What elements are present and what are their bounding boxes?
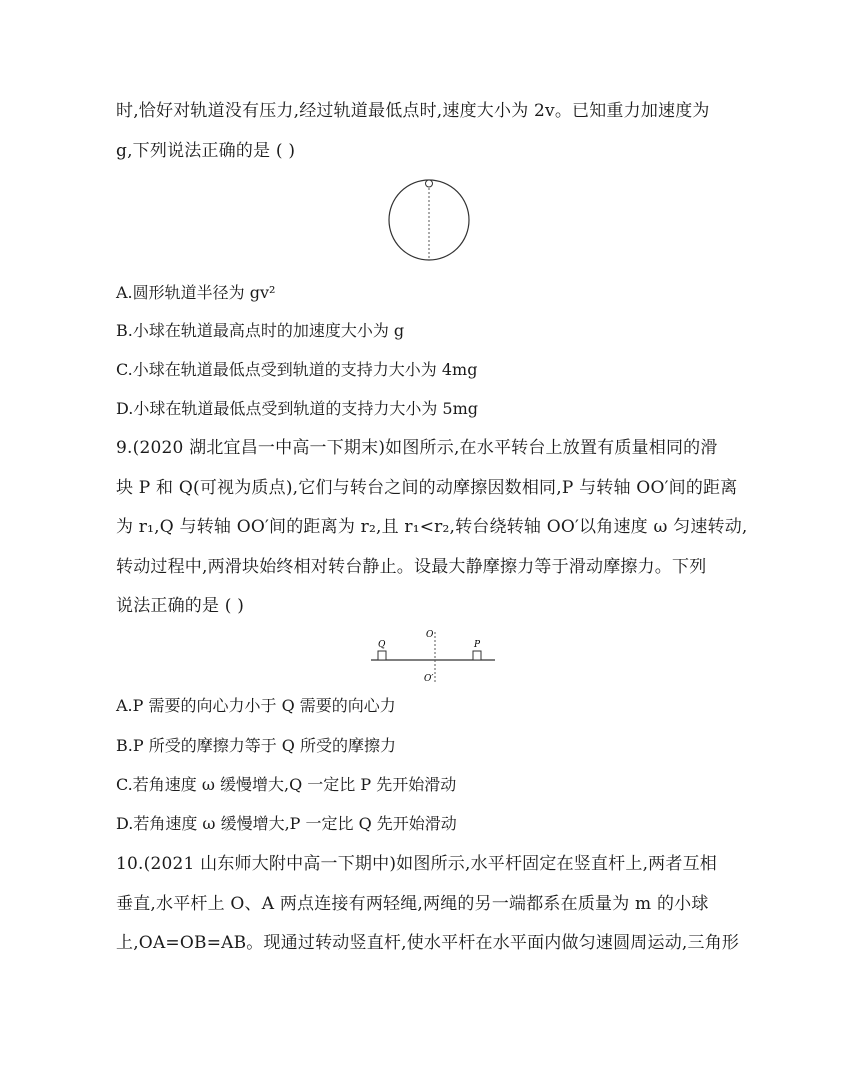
q10-stem-line-2: 垂直,水平杆上 O、A 两点连接有两轻绳,两绳的另一端都系在质量为 m 的小球 bbox=[116, 894, 709, 914]
q8-stem-line-1: 时,恰好对轨道没有压力,经过轨道最低点时,速度大小为 2v。已知重力加速度为 bbox=[116, 101, 710, 121]
q8-stem-line-2: g,下列说法正确的是 ( ) bbox=[116, 141, 296, 161]
q8-option-d: D.小球在轨道最低点受到轨道的支持力大小为 5mg bbox=[116, 399, 479, 418]
block-q bbox=[378, 651, 386, 660]
block-p bbox=[473, 651, 481, 660]
turntable-figure bbox=[368, 626, 498, 686]
q9-option-b: B.P 所受的摩擦力等于 Q 所受的摩擦力 bbox=[116, 736, 396, 755]
q8-option-b: B.小球在轨道最高点时的加速度大小为 g bbox=[116, 321, 405, 340]
circular-track-figure bbox=[386, 176, 472, 262]
q9-stem-line-1: 9.(2020 湖北宜昌一中高一下期末)如图所示,在水平转台上放置有质量相同的滑 bbox=[116, 438, 718, 458]
label-q: Q bbox=[378, 640, 386, 650]
label-p: P bbox=[474, 640, 481, 650]
q9-stem-line-2: 块 P 和 Q(可视为质点),它们与转台之间的动摩擦因数相同,P 与转轴 OO′间的距离 bbox=[116, 478, 738, 498]
q9-option-a: A.P 需要的向心力小于 Q 需要的向心力 bbox=[116, 696, 396, 715]
label-o-prime: O′ bbox=[424, 674, 434, 684]
q9-option-d: D.若角速度 ω 缓慢增大,P 一定比 Q 先开始滑动 bbox=[116, 814, 457, 833]
q9-stem-line-4: 转动过程中,两滑块始终相对转台静止。设最大静摩擦力等于滑动摩擦力。下列 bbox=[116, 557, 707, 577]
q9-stem-line-3: 为 r₁,Q 与转轴 OO′间的距离为 r₂,且 r₁<r₂,转台绕转轴 OO′以角速度 ω 匀速转动, bbox=[116, 517, 748, 537]
q8-option-a: A.圆形轨道半径为 gv² bbox=[116, 283, 276, 302]
q10-stem-line-3: 上,OA=OB=AB。现通过转动竖直杆,使水平杆在水平面内做匀速圆周运动,三角形 bbox=[116, 933, 740, 953]
q9-option-c: C.若角速度 ω 缓慢增大,Q 一定比 P 先开始滑动 bbox=[116, 775, 457, 794]
label-o: O bbox=[426, 630, 434, 640]
q9-stem-line-5: 说法正确的是 ( ) bbox=[116, 596, 245, 616]
q10-stem-line-1: 10.(2021 山东师大附中高一下期中)如图所示,水平杆固定在竖直杆上,两者互相 bbox=[116, 854, 717, 874]
q8-option-c: C.小球在轨道最低点受到轨道的支持力大小为 4mg bbox=[116, 360, 478, 379]
ball-at-top bbox=[426, 180, 433, 187]
